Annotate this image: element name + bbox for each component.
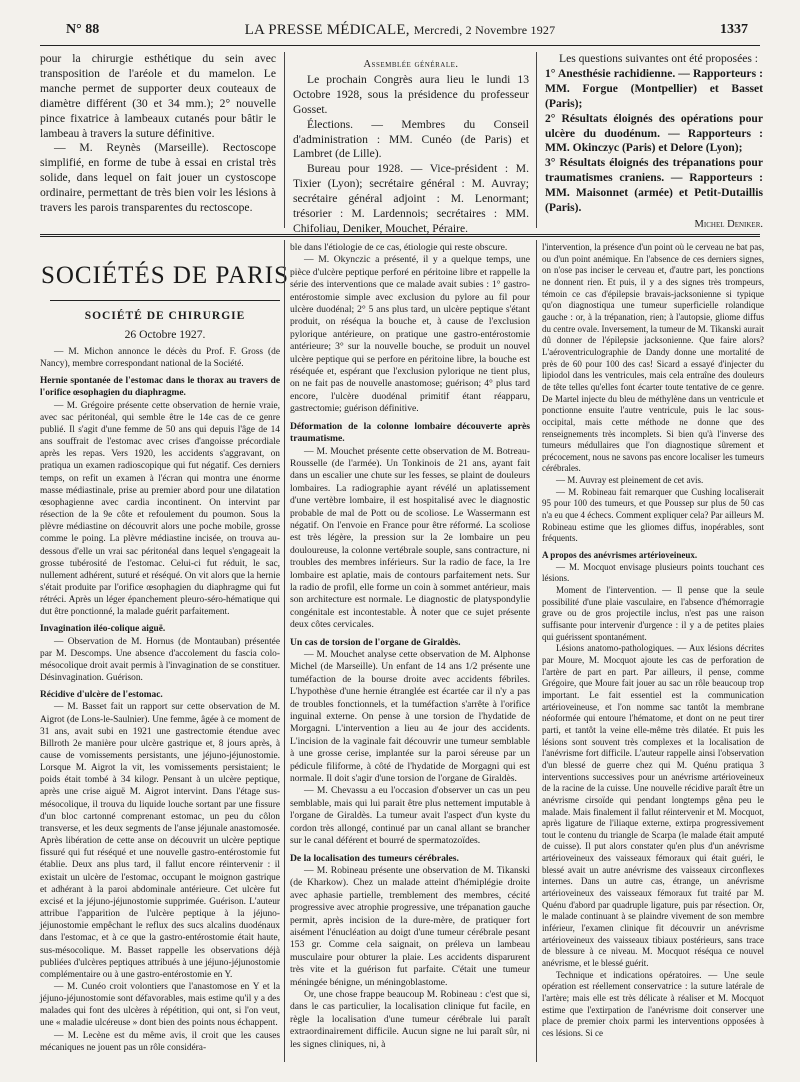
top-col2-para: Le prochain Congrès aura lieu le lundi 13 Octobre 1928, sous la présidence du professeur Gosset. [293, 72, 529, 116]
article-paragraph: ble dans l'étiologie de ce cas, étiologie qui reste obscure. [290, 242, 508, 253]
article-paragraph: l'intervention, la présence d'un point où le cerveau ne bat pas, ou d'un point anémique. En l'absence de ces derniers signes, on n'ose pas inciser le cerveau et, d'autre part, les ponctions ne donnent rien. Et puis, il y a des signes très trompeurs, témoin ce cas d'épilepsie bravais-jacksonienne si typique qu'on diagnostiqua une tumeur superficielle rolandique gauche : or, à la trépanation, rien; à l'autopsie, gliome diffus du centre ovale. Inversement, la tumeur de M. Tikanski aurait dû donner de l'épilepsie jacksonienne. Que faire alors? L'aéroventriculographie de Dandy donne une mortalité de près de 60 pour 100 des cas! Sicard a essayé d'injecter du lipiodol dans les ventricules, mais cela entraîne des douleurs de tête telles qu'elles font écarter toute tentative de ce genre. De Martel injecte du bleu de méthylène dans un ventricule et ponctionne ensuite l'autre ventricule, puis le lac sous-occipital, mais cette méthode ne donne que des renseignements très incomplets. Si bien qu'à l'inverse des tumeurs médullaires que l'on diagnostique sûrement et précocement, nous ne savons pas encore localiser les tumeurs cérébrales. [542, 242, 764, 474]
top-col1-para: pour la chirurgie esthétique du sein avec transposition de l'aréole et du mamelon. Le manche permet de supporter deux couteaux de diamètre différent (30 et 34 mm.); 2° nouvelle pince fixatrice à lambeaux cutanés pour bâtir le lambeau à travers la suture définitive. [40, 52, 276, 140]
issue-number: N° 88 [66, 22, 100, 37]
section-separator [40, 234, 760, 237]
article-heading: A propos des anévrismes artérioveineux. [542, 550, 698, 561]
article-paragraph: Moment de l'intervention. — Il pense que la seule possibilité d'une plaie vasculaire, en l'absence d'hémorragie grave ou de gros projectile inclus, n'est pas une raison suffisante pour intervenir d'urgence : il y a de petites plaies qui guérissent spontanément. [542, 585, 764, 642]
body-column-3 [542, 242, 764, 1040]
header-rule [40, 45, 760, 46]
assembly-heading: Assemblée générale. [363, 59, 459, 70]
article-paragraph: — M. Cunéo croit volontiers que l'anastomose en Y et la jéjuno-jéjunostomie sont défavorables, mais estime qu'il y a des malades qui font des ulcères à répétition, qui ont, si l'on veut, une « maladie ulcéreuse » dont bien des points nous échappent. [40, 981, 280, 1029]
author-signature: Michel Deniker. [694, 218, 763, 230]
top-col2-para: Élections. — Membres du Conseil d'administration : MM. Cunéo (de Paris) et Lambret (de Lille). [293, 117, 529, 161]
masthead-title [0, 22, 800, 39]
column-rule [284, 52, 285, 228]
article-paragraph: — M. Okynczic a présenté, il y a quelque temps, une pièce d'ulcère peptique perforé en péritoine libre et rappelle la série des interventions que ce malade avait subies : 1° gastro-entérostomie simple avec exclusion du pylore au fil pour ulcère duodénal; 2° 5 ans plus tard, un ulcère peptique s'étant produit, on réséqua la bouche et, à cause de l'exclusion pylorique antérieure, on pratique une gastro-entérostomie antérieure; 3° sur la nouvelle bouche, se produit un nouvel ulcère peptique qui se perfore en péritoine libre, la bouche est réséquée et, espérant que l'exclusion pylorique ne tient plus, on ne fait pas de nouvelle anastomose; guérison; 4° plus tard encore, l'ulcère duodénal primitif étant réapparu, gastrectomie; guérison définitive. [290, 254, 530, 415]
article-heading: Invagination iléo-colique aiguë. [40, 624, 166, 635]
title-rule [50, 300, 280, 301]
body-column-1 [40, 346, 280, 1054]
article-heading: Hernie spontanée de l'estomac dans le thorax au travers de l'orifice œsophagien du diaphragme. [40, 376, 280, 399]
page-number: 1337 [720, 22, 748, 37]
top-col3-item: 3° Résultats éloignés des trépanations pour traumatismes craniens. — Rapporteurs : MM. Maisonnet (armée) et Petit-Dutaillis (Paris). [545, 156, 763, 215]
top-col3-item: 2° Résultats éloignés des opérations pour ulcère du duodénum. — Rapporteurs : MM. Okinczyc (Paris) et Delore (Lyon); [545, 111, 763, 155]
top-column-2 [293, 58, 529, 237]
article-heading: Un cas de torsion de l'organe de Giraldès. [290, 636, 461, 648]
top-column-1 [40, 52, 276, 216]
body-column-2 [290, 242, 530, 1051]
society-title: SOCIÉTÉ DE CHIRURGIE [84, 310, 246, 322]
issue-date: Mercredi, 2 Novembre 1927 [413, 23, 556, 37]
article-paragraph: — M. Mouchet analyse cette observation de M. Alphonse Michel (de Marseille). Un enfant de 14 ans 1/2 présente une tuméfaction de la bourse droite avec accidents fébriles. L'hypothèse d'une hernie étranglée est écartée car il n'y a pas de troubles fonctionnels, et la tuméfaction s'arrête à l'orifice inguinal externe. On pense à une torsion de l'hydatide de Morgagni. L'intervention a lieu au 4e jour des accidents. L'incision de la vaginale fait découvrir une tumeur semblable à une grosse cerise, implantée sur la paroi séreuse par un pédicule filiforme, à côté de l'hydatide de Morgagni qui est normale. Il doit s'agir d'une torsion de l'organe de Giraldès. [290, 649, 530, 785]
top-col3-intro: Les questions suivantes ont été proposées : [559, 52, 758, 65]
article-paragraph: Technique et indications opératoires. — Une seule opération est réellement conservatrice : la suture latérale de l'artère; mais elle est très délicate à réaliser et M. Mocquot estime que l'extirpation de l'anévrisme doit conserver une place de premier choix parmi les interventions opposées à ces lésions. Si ce [542, 969, 764, 1038]
article-paragraph: — M. Grégoire présente cette observation de hernie vraie, avec sac péritonéal, qui semble être le 14e cas de ce genre publié. Il s'agit d'une femme de 50 ans qui depuis l'âge de 14 ans souffrait de l'estomac avec crises d'angoisse précordiale après les repas. Vers 1920, les accidents s'aggravant, on pratiqua un examen radioscopique qui fut négatif. Ces derniers temps, on refit un examen à l'écran qui montra une énorme masse médiastinale, prise au premier abord pour une dilatation œsophagienne avec cardia incontinent. On intervint par résection de la 9e côte et refoulement du poumon. Sous la plèvre médiastine on découvrit alors une poche mobile, grosse comme le poing. La plèvre médiastine incisée, on trouva au-dessous d'elle un vrai sac péritonéal dans lequel s'engageait la grosse tubérosité de l'estomac. Celui-ci fut réduit, le sac, nullement adhérent, suturé et réséqué. On vit alors que la hernie s'était produite par l'orifice œsophagien du diaphragme qui fut rétréci. Après un léger épanchement pleuro-séro-hématique qui dut être ponctionné, la malade guérit parfaitement. [40, 400, 280, 618]
column-rule [284, 240, 285, 1062]
article-paragraph: — M. Robineau fait remarquer que Cushing localiserait 95 pour 100 des tumeurs, et que Poussep sur plus de 50 cas n'a eu que 4 échecs. Comment expliquer cela? Par ailleurs M. Robineau estime que les gliomes diffus, inopérables, sont fréquents. [542, 486, 764, 544]
journal-name: LA PRESSE MÉDICALE, [244, 22, 410, 38]
section-title: SOCIÉTÉS DE PARIS [40, 262, 290, 289]
article-paragraph: Lésions anatomo-pathologiques. — Aux lésions décrites par Moure, M. Mocquot ajoute les cas de perforation de l'artère de part en part. Par ailleurs, il pense, comme Grégoire, que Moure fait jouer au sac un rôle beaucoup trop important. Le fait essentiel est la communication artérioveineuse, et l'on nomme sac tantôt la membrane néoformée qui entoure l'hématome, et dont on ne peut tirer parti, et tantôt la veine elle-même très dilatée. Et puis les lésions sont souvent très complexes et la localisation de l'anévrisme fort difficile. L'auteur rappelle ainsi l'observation d'un blessé de guerre chez qui M. Quénu pratiqua 3 interventions successives pour un anévrisme artérioveineux de la racine de la cuisse. Une nouvelle récidive paraît être un anévrisme cirsoïde qui pendant longtemps gêna peu le malade. Mais finalement il fallut réintervenir et M. Mocquot, après ligature de l'iliaque externe, extirpa progressivement tout le contenu du triangle de Scarpa (le malade était amputé de cuisse). Il put alors constater qu'en plus d'un anévrisme artérioveineux des vaisseaux fémoraux qui était guéri, le blessé avait un autre anévrisme des vaisseaux circonflexes internes. Dans un autre cas, étrange, un anévrisme artérioveineux des vaisseaux fémoraux fut traité par M. Quénu d'abord par quadruple ligature, puis par résection. Or, le malade continuant à se plaindre vivement de son membre inférieur, l'examen clinique fit découvrir un anévrisme artérioveineux des vaisseaux tibiaux postérieurs, sans trace de blessure à ce niveau. M. Mocquot réséqua ce nouvel anévrisme, et le blessé guérit. [542, 643, 764, 969]
column-rule [536, 240, 537, 1062]
top-col3-item: 1° Anesthésie rachidienne. — Rapporteurs : MM. Forgue (Montpellier) et Basset (Paris); [545, 66, 763, 110]
article-paragraph: — M. Auvray est pleinement de cet avis. [556, 475, 704, 486]
article-paragraph: — M. Mouchet présente cette observation de M. Botreau-Rousselle (de l'armée). Un Tonkinois de 21 ans, ayant fait dans un escalier une chute sur les fesses, se plaint de douleurs lombaires. La radiographie ayant révélé un aplatissement d'une vertèbre lombaire, il est hospitalisé avec le diagnostic probable de mal de Pott ou de scoliose. Le Wassermann est négatif. On l'envoie en France pour être réformé. La scoliose est très légère, la pression sur la 2e lombaire un peu douloureuse, la colonne vertébrale souple, sans contracture, ni troubles des membres inférieurs. Sur la radio de face, la 1re lombaire est aplatie, mais de contours parfaitement nets. Sur la radio de profil, elle forme un coin à sommet antérieur, mais son architecture est normale. Le diagnostic de platyspondylie congénitale est incontestable. À noter que ce sujet présente deux côtes cervicales. [290, 445, 530, 631]
article-paragraph: — M. Lecène est du même avis, il croit que les causes mécaniques ne jouent pas un rôle considéra- [40, 1030, 280, 1053]
article-heading: Récidive d'ulcère de l'estomac. [40, 690, 163, 701]
article-heading: Déformation de la colonne lombaire découverte après traumatisme. [290, 420, 530, 445]
article-paragraph: — M. Mocquot envisage plusieurs points touchant ces lésions. [542, 561, 764, 584]
column-rule [536, 52, 537, 228]
article-heading: De la localisation des tumeurs cérébrales. [290, 852, 459, 864]
article-paragraph: — M. Basset fait un rapport sur cette observation de M. Aigrot (de Lons-le-Saulnier). Une femme, âgée à ce moment de 31 ans, avait subi en 1921 une gastrectomie étendue avec Billroth 2e manière pour ulcère gastrique et, 8 jours après, à cause de vomissements persistants, une jéjuno-jéjunostomie. Lorsque M. Aigrot la vit, les vomissements persistaient; le poids était tombé à 34 kilogr. Pensant à un ulcère peptique, après une crise aiguë M. Aigrot intervint. Dans l'étage sus-mésocolique, il trouva du liquide louche sortant par une fissure d'un bloc cartonné comprenant estomac, un peu du côlon transverse, et les deux segments de l'anse jéjunale anastomosée. Après libération de cette anse on découvrit un ulcère peptique fissuré qui fut réséqué et une nouvelle gastro-entérostomie fut établie. Deux ans plus tard, il fallut encore réintervenir : il existait un ulcère de l'estomac, occupant le moignon gastrique et adhérant à la paroi abdominale antérieure. Cet ulcère fut excisé et la jéjuno-jéjunostomie supprimée. Guérison. L'auteur attribue l'apparition de l'ulcère peptique à la jéjuno-jéjunostomie empêchant le reflux des sucs alcalins duodénaux dans l'estomac, et à ce que la gastro-entérostomie était haute, sus-mésocolique. M. Basset rappelle les observations déjà publiées d'ulcères peptiques attribués à une jéjuno-jéjunostomie complémentaire ou à une gastro-entérostomie en Y. [40, 702, 280, 980]
meeting-date: 26 Octobre 1927. [124, 328, 206, 341]
running-head [0, 22, 800, 44]
article-paragraph: — M. Robineau présente une observation de M. Tikanski (de Kharkow). Chez un malade atteint d'hémiplégie droite avec aphasie partielle, tremblement des membres, cécité progressive avec atrophie progressive, une trépanation gauche permit, après incision de la dure-mère, de pratiquer fort aisément l'énucléation au doigt d'une tumeur cérébrale pesant 153 gr. Comme cela saignait, on préleva un lambeau musculaire pour obturer la plaie. Les accidents disparurent très vite et la guérison fut parfaite. C'était une tumeur méningée bénigne, un méningoblastome. [290, 864, 530, 988]
article-paragraph: — Observation de M. Hornus (de Montauban) présentée par M. Descomps. Une absence d'accolement du fascia colo-mésocolique droit avait permis à l'invagination de se constituer. Désinvagination. Guérison. [40, 636, 280, 684]
article-paragraph: — M. Michon annonce le décès du Prof. F. Gross (de Nancy), membre correspondant national de la Société. [40, 347, 280, 370]
article-paragraph: Or, une chose frappe beaucoup M. Robineau : c'est que si, dans le cas particulier, la localisation clinique fut facile, en règle la localisation d'une tumeur cérébrale lui paraît extraordinairement difficile. Aucun signe ne lui paraît sûr, ni les signes cliniques, ni, à [290, 988, 530, 1050]
top-col2-para: Bureau pour 1928. — Vice-président : M. Tixier (Lyon); secrétaire général : M. Auvray; secrétaire général adjoint : M. Lenormant; trésorier : M. Lardennois; secrétaires : MM. Chifoliau, Deniker, Mouchet, Péraire. [293, 162, 529, 235]
article-paragraph: — M. Chevassu a eu l'occasion d'observer un cas un peu semblable, mais qui lui parait être plus nettement imputable à l'organe de Giraldès. La tumeur avait l'aspect d'un kyste du cordon très allongé, continué par un canal allant se brancher sur le canal déférent et bourré de spermatozoïdes. [290, 785, 530, 847]
top-col1-para: — M. Reynès (Marseille). Rectoscope simplifié, en forme de tube à essai en cristal très solide, dans lequel on fait jouer un cystoscope ordinaire, permettant de très bien voir les lésions à travers les parois transparentes du rectoscope. [40, 141, 276, 215]
top-column-3 [545, 52, 763, 233]
